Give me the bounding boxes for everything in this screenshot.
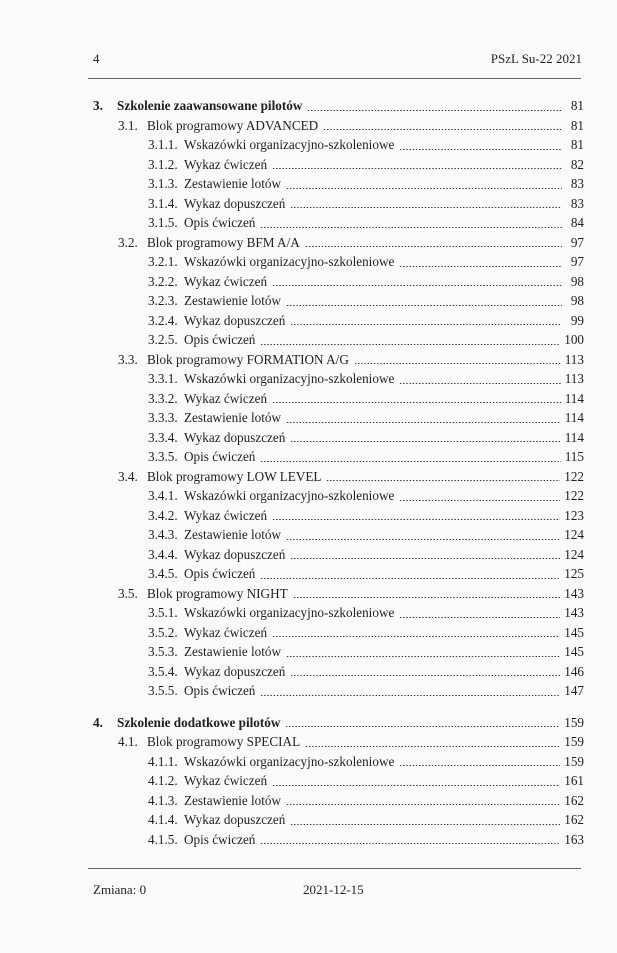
toc-entry-page: 99 bbox=[570, 312, 584, 328]
toc-entry-page: 143 bbox=[564, 605, 584, 620]
toc-entry-number: 3.3.4. bbox=[148, 429, 178, 445]
toc-entry-page: 162 bbox=[564, 812, 584, 827]
toc-entry-page: 82 bbox=[570, 156, 584, 172]
toc-entry-page: 83 bbox=[570, 195, 584, 211]
toc-entry-number: 3.1. bbox=[118, 117, 138, 133]
dot-leader bbox=[286, 188, 562, 189]
toc-entry-number: 3.3.1. bbox=[148, 371, 178, 386]
toc-entry-number: 3.1.2. bbox=[148, 156, 178, 172]
toc-entry-title: Opis ćwiczeń bbox=[184, 683, 256, 698]
toc-block-entry[interactable] bbox=[93, 233, 584, 253]
toc-entry-number: 3.5. bbox=[118, 585, 138, 601]
toc-entry-number: 3.5.5. bbox=[148, 683, 178, 698]
toc-entry-title: Opis ćwiczeń bbox=[184, 449, 256, 464]
toc-subsection-entry[interactable] bbox=[93, 389, 584, 409]
toc-subsection-entry[interactable] bbox=[93, 662, 584, 682]
toc-entry-title: Wykaz ćwiczeń bbox=[184, 390, 268, 406]
toc-entry-title: Wykaz dopuszczeń bbox=[184, 663, 286, 679]
toc-entry-page: 83 bbox=[570, 176, 584, 191]
toc-entry-title: Zestawienie lotów bbox=[184, 176, 282, 191]
document-id: PSzL Su-22 2021 bbox=[490, 51, 582, 66]
dot-leader bbox=[290, 207, 562, 208]
toc-subsection-entry[interactable] bbox=[93, 681, 584, 701]
toc-subsection-entry[interactable] bbox=[93, 771, 584, 791]
dot-leader bbox=[290, 558, 560, 559]
toc-entry-page: 122 bbox=[564, 468, 584, 484]
page-header bbox=[93, 51, 582, 71]
toc-entry-title: Wykaz dopuszczeń bbox=[184, 195, 286, 211]
toc-entry-number: 3.2.5. bbox=[148, 332, 178, 347]
toc-entry-title: Wykaz dopuszczeń bbox=[184, 546, 286, 562]
dot-leader bbox=[272, 519, 560, 520]
toc-entry-title: Wykaz ćwiczeń bbox=[184, 273, 268, 289]
toc-entry-number: 3.2.1. bbox=[148, 254, 178, 269]
toc-entry-number: 3.5.2. bbox=[148, 624, 178, 640]
toc-subsection-entry[interactable] bbox=[93, 447, 584, 467]
dot-leader bbox=[307, 110, 562, 111]
toc-subsection-entry[interactable] bbox=[93, 194, 584, 214]
toc-entry-number: 3.1.3. bbox=[148, 176, 178, 191]
dot-leader bbox=[354, 363, 561, 364]
toc-subsection-entry[interactable] bbox=[93, 330, 584, 350]
dot-leader bbox=[290, 675, 560, 676]
toc-block-entry[interactable] bbox=[93, 350, 584, 370]
toc-entry-title: Zestawienie lotów bbox=[184, 527, 282, 542]
toc-entry-page: 146 bbox=[564, 663, 584, 679]
toc-entry-title: Zestawienie lotów bbox=[184, 644, 282, 659]
toc-entry-page: 145 bbox=[564, 624, 584, 640]
toc-subsection-entry[interactable] bbox=[93, 272, 584, 292]
dot-leader bbox=[305, 246, 562, 247]
toc-entry-page: 98 bbox=[570, 293, 584, 308]
toc-entry-title: Wskazówki organizacyjno-szkoleniowe bbox=[184, 137, 395, 152]
toc-entry-number: 3.4.5. bbox=[148, 566, 178, 581]
toc-entry-title: Wykaz dopuszczeń bbox=[184, 812, 286, 827]
toc-subsection-entry[interactable] bbox=[93, 603, 584, 623]
toc-entry-title: Wykaz ćwiczeń bbox=[184, 624, 268, 640]
toc-entry-title: Blok programowy SPECIAL bbox=[147, 734, 301, 749]
toc-entry-title: Blok programowy NIGHT bbox=[147, 585, 288, 601]
toc-entry-number: 4.1.3. bbox=[148, 792, 178, 808]
toc-entry-number: 3.2. bbox=[118, 234, 138, 250]
toc-chapter-entry[interactable] bbox=[93, 96, 584, 116]
table-of-contents bbox=[93, 96, 584, 849]
dot-leader bbox=[286, 804, 560, 805]
toc-subsection-entry[interactable] bbox=[93, 752, 584, 772]
toc-entry-number: 4.1.1. bbox=[148, 753, 178, 769]
toc-entry-page: 163 bbox=[564, 831, 584, 847]
toc-entry-number: 3.4.1. bbox=[148, 488, 178, 503]
toc-entry-number: 3.5.4. bbox=[148, 663, 178, 679]
toc-entry-number: 4.1.2. bbox=[148, 773, 178, 788]
toc-entry-title: Zestawienie lotów bbox=[184, 792, 282, 808]
toc-entry-page: 81 bbox=[570, 137, 584, 152]
toc-entry-title: Wskazówki organizacyjno-szkoleniowe bbox=[184, 488, 395, 503]
toc-entry-title: Wskazówki organizacyjno-szkoleniowe bbox=[184, 371, 395, 386]
toc-subsection-entry[interactable] bbox=[93, 291, 584, 311]
dot-leader bbox=[290, 324, 562, 325]
dot-leader bbox=[260, 843, 560, 844]
toc-entry-page: 100 bbox=[564, 332, 584, 347]
toc-subsection-entry[interactable] bbox=[93, 252, 584, 272]
toc-subsection-entry[interactable] bbox=[93, 408, 584, 428]
toc-entry-title: Wykaz ćwiczeń bbox=[184, 156, 268, 172]
toc-entry-page: 113 bbox=[564, 371, 584, 386]
toc-entry-number: 3.3.2. bbox=[148, 390, 178, 406]
toc-entry-page: 122 bbox=[564, 488, 584, 503]
dot-leader bbox=[323, 129, 562, 130]
toc-entry-page: 147 bbox=[564, 683, 584, 698]
header-divider bbox=[88, 78, 581, 79]
toc-entry-number: 3.4.3. bbox=[148, 527, 178, 542]
toc-entry-page: 81 bbox=[570, 117, 584, 133]
toc-entry-title: Opis ćwiczeń bbox=[184, 215, 256, 230]
change-label: Zmiana: 0 bbox=[93, 882, 147, 897]
toc-entry-number: 3.2.2. bbox=[148, 273, 178, 289]
toc-entry-page: 159 bbox=[564, 753, 584, 769]
toc-entry-title: Zestawienie lotów bbox=[184, 410, 282, 425]
toc-entry-number: 3.2.3. bbox=[148, 293, 178, 308]
dot-leader bbox=[290, 824, 560, 825]
toc-subsection-entry[interactable] bbox=[93, 213, 584, 233]
toc-block-entry[interactable] bbox=[93, 732, 584, 752]
dot-leader bbox=[286, 305, 562, 306]
dot-leader bbox=[285, 726, 560, 727]
toc-entry-title: Wykaz dopuszczeń bbox=[184, 429, 286, 445]
toc-entry-title: Wskazówki organizacyjno-szkoleniowe bbox=[184, 605, 395, 620]
toc-subsection-entry[interactable] bbox=[93, 428, 584, 448]
toc-entry-number: 3.4.4. bbox=[148, 546, 178, 562]
dot-leader bbox=[399, 617, 560, 618]
toc-subsection-entry[interactable] bbox=[93, 311, 584, 331]
dot-leader bbox=[399, 383, 560, 384]
toc-entry-page: 145 bbox=[564, 644, 584, 659]
toc-entry-number: 3.5.3. bbox=[148, 644, 178, 659]
toc-entry-page: 143 bbox=[564, 585, 584, 601]
toc-entry-page: 124 bbox=[564, 527, 584, 542]
toc-entry-page: 97 bbox=[570, 254, 584, 269]
toc-subsection-entry[interactable] bbox=[93, 525, 584, 545]
toc-entry-number: 3.3.3. bbox=[148, 410, 178, 425]
dot-leader bbox=[290, 441, 560, 442]
toc-entry-page: 124 bbox=[564, 546, 584, 562]
toc-subsection-entry[interactable] bbox=[93, 791, 584, 811]
dot-leader bbox=[286, 656, 560, 657]
toc-subsection-entry[interactable] bbox=[93, 810, 584, 830]
toc-entry-number: 3. bbox=[93, 98, 103, 113]
toc-entry-number: 4. bbox=[93, 714, 103, 730]
toc-entry-number: 3.2.4. bbox=[148, 312, 178, 328]
toc-entry-title: Wskazówki organizacyjno-szkoleniowe bbox=[184, 254, 395, 269]
footer-date: 2021-12-15 bbox=[303, 882, 364, 897]
dot-leader bbox=[260, 461, 560, 462]
toc-entry-number: 3.5.1. bbox=[148, 605, 178, 620]
toc-entry-title: Opis ćwiczeń bbox=[184, 831, 256, 847]
toc-entry-title: Opis ćwiczeń bbox=[184, 332, 256, 347]
toc-block-entry[interactable] bbox=[93, 116, 584, 136]
toc-entry-page: 162 bbox=[564, 792, 584, 808]
dot-leader bbox=[272, 168, 562, 169]
dot-leader bbox=[399, 149, 562, 150]
toc-entry-number: 4.1. bbox=[118, 734, 138, 749]
footer-divider bbox=[88, 868, 581, 869]
toc-entry-title: Blok programowy ADVANCED bbox=[147, 117, 319, 133]
toc-entry-page: 114 bbox=[564, 390, 584, 406]
toc-subsection-entry[interactable] bbox=[93, 369, 584, 389]
toc-block-entry[interactable] bbox=[93, 584, 584, 604]
dot-leader bbox=[260, 344, 560, 345]
dot-leader bbox=[326, 480, 560, 481]
dot-leader bbox=[260, 578, 560, 579]
toc-entry-page: 98 bbox=[570, 273, 584, 289]
dot-leader bbox=[305, 746, 560, 747]
toc-entry-number: 3.1.4. bbox=[148, 195, 178, 211]
toc-entry-page: 115 bbox=[564, 449, 584, 464]
toc-entry-title: Wykaz dopuszczeń bbox=[184, 312, 286, 328]
toc-entry-title: Blok programowy BFM A/A bbox=[147, 234, 300, 250]
dot-leader bbox=[272, 636, 560, 637]
toc-entry-page: 114 bbox=[564, 429, 584, 445]
dot-leader bbox=[272, 285, 562, 286]
toc-entry-page: 84 bbox=[570, 215, 584, 230]
toc-entry-page: 125 bbox=[564, 566, 584, 581]
toc-entry-title: Szkolenie dodatkowe pilotów bbox=[117, 714, 281, 730]
dot-leader bbox=[286, 422, 561, 423]
dot-leader bbox=[272, 402, 561, 403]
toc-section bbox=[93, 713, 584, 850]
toc-subsection-entry[interactable] bbox=[93, 506, 584, 526]
toc-entry-number: 3.1.5. bbox=[148, 215, 178, 230]
toc-subsection-entry[interactable] bbox=[93, 486, 584, 506]
toc-entry-title: Opis ćwiczeń bbox=[184, 566, 256, 581]
toc-entry-page: 114 bbox=[564, 410, 584, 425]
toc-subsection-entry[interactable] bbox=[93, 623, 584, 643]
toc-chapter-entry[interactable] bbox=[93, 713, 584, 733]
page-number: 4 bbox=[93, 51, 100, 66]
toc-entry-page: 123 bbox=[564, 507, 584, 523]
dot-leader bbox=[399, 266, 562, 267]
toc-subsection-entry[interactable] bbox=[93, 135, 584, 155]
toc-entry-title: Blok programowy FORMATION A/G bbox=[147, 351, 349, 367]
toc-entry-title: Blok programowy LOW LEVEL bbox=[147, 468, 322, 484]
toc-entry-number: 3.1.1. bbox=[148, 137, 178, 152]
dot-leader bbox=[399, 765, 560, 766]
dot-leader bbox=[260, 227, 562, 228]
toc-entry-number: 3.3. bbox=[118, 351, 138, 367]
toc-subsection-entry[interactable] bbox=[93, 564, 584, 584]
toc-block-entry[interactable] bbox=[93, 467, 584, 487]
toc-subsection-entry[interactable] bbox=[93, 174, 584, 194]
toc-entry-page: 81 bbox=[570, 98, 584, 113]
dot-leader bbox=[399, 500, 560, 501]
dot-leader bbox=[293, 597, 561, 598]
toc-entry-title: Zestawienie lotów bbox=[184, 293, 282, 308]
toc-entry-page: 97 bbox=[570, 234, 584, 250]
toc-subsection-entry[interactable] bbox=[93, 830, 584, 850]
dot-leader bbox=[272, 785, 560, 786]
toc-entry-page: 159 bbox=[564, 714, 584, 730]
toc-entry-number: 4.1.4. bbox=[148, 812, 178, 827]
toc-subsection-entry[interactable] bbox=[93, 545, 584, 565]
dot-leader bbox=[260, 695, 560, 696]
toc-entry-page: 113 bbox=[564, 351, 584, 367]
toc-section bbox=[93, 96, 584, 701]
toc-subsection-entry[interactable] bbox=[93, 642, 584, 662]
toc-entry-page: 159 bbox=[564, 734, 584, 749]
toc-entry-title: Wykaz ćwiczeń bbox=[184, 773, 268, 788]
toc-entry-title: Wykaz ćwiczeń bbox=[184, 507, 268, 523]
dot-leader bbox=[286, 539, 560, 540]
toc-subsection-entry[interactable] bbox=[93, 155, 584, 175]
toc-entry-title: Szkolenie zaawansowane pilotów bbox=[117, 98, 303, 113]
toc-entry-number: 3.3.5. bbox=[148, 449, 178, 464]
toc-entry-page: 161 bbox=[564, 773, 584, 788]
toc-entry-title: Wskazówki organizacyjno-szkoleniowe bbox=[184, 753, 395, 769]
toc-entry-number: 3.4.2. bbox=[148, 507, 178, 523]
toc-entry-number: 3.4. bbox=[118, 468, 138, 484]
toc-entry-number: 4.1.5. bbox=[148, 831, 178, 847]
